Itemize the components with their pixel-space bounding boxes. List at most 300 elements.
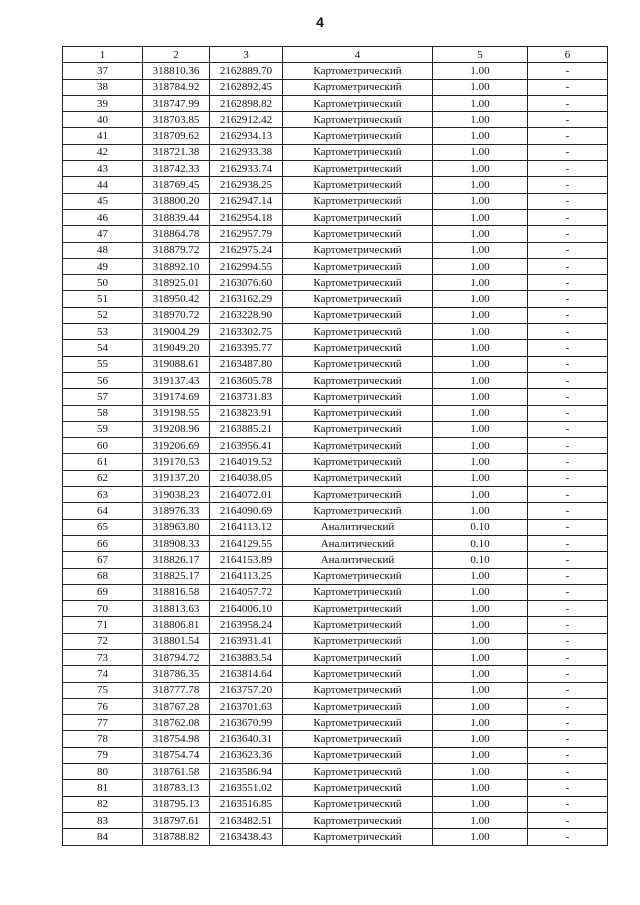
accuracy-cell: 1.00 xyxy=(433,649,528,665)
method-cell: Картометрический xyxy=(283,144,433,160)
x-coordinate-cell: 319004.29 xyxy=(143,324,210,340)
x-coordinate-cell: 318709.62 xyxy=(143,128,210,144)
method-cell: Картометрический xyxy=(283,731,433,747)
point-number-cell: 59 xyxy=(63,421,143,437)
point-number-cell: 44 xyxy=(63,177,143,193)
x-coordinate-cell: 318703.85 xyxy=(143,112,210,128)
table-row xyxy=(63,764,608,780)
note-cell: - xyxy=(528,470,608,486)
note-cell: - xyxy=(528,193,608,209)
method-cell: Картометрический xyxy=(283,438,433,454)
x-coordinate-cell: 318976.33 xyxy=(143,503,210,519)
note-cell: - xyxy=(528,389,608,405)
point-number-cell: 67 xyxy=(63,552,143,568)
x-coordinate-cell: 318754.74 xyxy=(143,747,210,763)
point-number-cell: 65 xyxy=(63,519,143,535)
accuracy-cell: 0.10 xyxy=(433,552,528,568)
accuracy-cell: 1.00 xyxy=(433,275,528,291)
y-coordinate-cell: 2163395.77 xyxy=(210,340,283,356)
point-number-cell: 61 xyxy=(63,454,143,470)
accuracy-cell: 1.00 xyxy=(433,63,528,79)
accuracy-cell: 1.00 xyxy=(433,112,528,128)
table-row xyxy=(63,356,608,372)
note-cell: - xyxy=(528,226,608,242)
accuracy-cell: 1.00 xyxy=(433,193,528,209)
x-coordinate-cell: 319049.20 xyxy=(143,340,210,356)
x-coordinate-cell: 318754.98 xyxy=(143,731,210,747)
x-coordinate-cell: 319137.20 xyxy=(143,470,210,486)
point-number-cell: 51 xyxy=(63,291,143,307)
note-cell: - xyxy=(528,601,608,617)
accuracy-cell: 1.00 xyxy=(433,128,528,144)
x-coordinate-cell: 318950.42 xyxy=(143,291,210,307)
note-cell: - xyxy=(528,291,608,307)
y-coordinate-cell: 2164113.12 xyxy=(210,519,283,535)
method-cell: Картометрический xyxy=(283,226,433,242)
y-coordinate-cell: 2163302.75 xyxy=(210,324,283,340)
note-cell: - xyxy=(528,584,608,600)
method-cell: Картометрический xyxy=(283,666,433,682)
point-number-cell: 46 xyxy=(63,209,143,225)
table-row xyxy=(63,487,608,503)
column-header-5: 5 xyxy=(433,47,528,63)
method-cell: Картометрический xyxy=(283,356,433,372)
note-cell: - xyxy=(528,568,608,584)
table-row xyxy=(63,552,608,568)
method-cell: Картометрический xyxy=(283,112,433,128)
y-coordinate-cell: 2164153.89 xyxy=(210,552,283,568)
method-cell: Картометрический xyxy=(283,389,433,405)
accuracy-cell: 1.00 xyxy=(433,470,528,486)
y-coordinate-cell: 2162892.45 xyxy=(210,79,283,95)
point-number-cell: 43 xyxy=(63,161,143,177)
accuracy-cell: 1.00 xyxy=(433,291,528,307)
method-cell: Картометрический xyxy=(283,715,433,731)
note-cell: - xyxy=(528,731,608,747)
point-number-cell: 47 xyxy=(63,226,143,242)
note-cell: - xyxy=(528,79,608,95)
table-row xyxy=(63,258,608,274)
accuracy-cell: 1.00 xyxy=(433,764,528,780)
note-cell: - xyxy=(528,405,608,421)
point-number-cell: 72 xyxy=(63,633,143,649)
note-cell: - xyxy=(528,454,608,470)
page-number: 4 xyxy=(316,14,324,30)
method-cell: Картометрический xyxy=(283,79,433,95)
x-coordinate-cell: 319174.69 xyxy=(143,389,210,405)
accuracy-cell: 1.00 xyxy=(433,258,528,274)
method-cell: Картометрический xyxy=(283,258,433,274)
table-row xyxy=(63,161,608,177)
y-coordinate-cell: 2163883.54 xyxy=(210,649,283,665)
note-cell: - xyxy=(528,747,608,763)
y-coordinate-cell: 2162898.82 xyxy=(210,95,283,111)
y-coordinate-cell: 2164038.05 xyxy=(210,470,283,486)
x-coordinate-cell: 318816.58 xyxy=(143,584,210,600)
method-cell: Картометрический xyxy=(283,340,433,356)
x-coordinate-cell: 319170.53 xyxy=(143,454,210,470)
note-cell: - xyxy=(528,356,608,372)
table-row xyxy=(63,389,608,405)
point-number-cell: 75 xyxy=(63,682,143,698)
x-coordinate-cell: 318810.36 xyxy=(143,63,210,79)
table-row xyxy=(63,617,608,633)
point-number-cell: 48 xyxy=(63,242,143,258)
point-number-cell: 83 xyxy=(63,812,143,828)
y-coordinate-cell: 2162957.79 xyxy=(210,226,283,242)
point-number-cell: 82 xyxy=(63,796,143,812)
y-coordinate-cell: 2162994.55 xyxy=(210,258,283,274)
note-cell: - xyxy=(528,63,608,79)
table-row xyxy=(63,454,608,470)
method-cell: Картометрический xyxy=(283,796,433,812)
method-cell: Картометрический xyxy=(283,405,433,421)
table-row xyxy=(63,95,608,111)
note-cell: - xyxy=(528,421,608,437)
accuracy-cell: 1.00 xyxy=(433,568,528,584)
accuracy-cell: 1.00 xyxy=(433,177,528,193)
method-cell: Картометрический xyxy=(283,128,433,144)
point-number-cell: 54 xyxy=(63,340,143,356)
column-header-3: 3 xyxy=(210,47,283,63)
x-coordinate-cell: 318797.61 xyxy=(143,812,210,828)
accuracy-cell: 1.00 xyxy=(433,682,528,698)
accuracy-cell: 1.00 xyxy=(433,633,528,649)
accuracy-cell: 1.00 xyxy=(433,666,528,682)
accuracy-cell: 1.00 xyxy=(433,161,528,177)
table-row xyxy=(63,601,608,617)
method-cell: Картометрический xyxy=(283,421,433,437)
accuracy-cell: 1.00 xyxy=(433,601,528,617)
point-number-cell: 57 xyxy=(63,389,143,405)
accuracy-cell: 1.00 xyxy=(433,454,528,470)
method-cell: Картометрический xyxy=(283,307,433,323)
point-number-cell: 68 xyxy=(63,568,143,584)
y-coordinate-cell: 2163814.64 xyxy=(210,666,283,682)
point-number-cell: 78 xyxy=(63,731,143,747)
point-number-cell: 39 xyxy=(63,95,143,111)
accuracy-cell: 1.00 xyxy=(433,584,528,600)
point-number-cell: 62 xyxy=(63,470,143,486)
x-coordinate-cell: 319088.61 xyxy=(143,356,210,372)
point-number-cell: 80 xyxy=(63,764,143,780)
note-cell: - xyxy=(528,438,608,454)
note-cell: - xyxy=(528,715,608,731)
note-cell: - xyxy=(528,682,608,698)
x-coordinate-cell: 318813.63 xyxy=(143,601,210,617)
accuracy-cell: 1.00 xyxy=(433,226,528,242)
table-row xyxy=(63,372,608,388)
table-row xyxy=(63,209,608,225)
x-coordinate-cell: 318826.17 xyxy=(143,552,210,568)
note-cell: - xyxy=(528,535,608,551)
method-cell: Картометрический xyxy=(283,649,433,665)
table-body xyxy=(63,63,608,845)
x-coordinate-cell: 318784.92 xyxy=(143,79,210,95)
y-coordinate-cell: 2163076.60 xyxy=(210,275,283,291)
table-row xyxy=(63,584,608,600)
accuracy-cell: 1.00 xyxy=(433,438,528,454)
note-cell: - xyxy=(528,161,608,177)
point-number-cell: 66 xyxy=(63,535,143,551)
method-cell: Картометрический xyxy=(283,682,433,698)
accuracy-cell: 1.00 xyxy=(433,209,528,225)
table-row xyxy=(63,128,608,144)
y-coordinate-cell: 2164057.72 xyxy=(210,584,283,600)
table-row xyxy=(63,503,608,519)
y-coordinate-cell: 2163487.80 xyxy=(210,356,283,372)
y-coordinate-cell: 2163623.36 xyxy=(210,747,283,763)
table-row xyxy=(63,421,608,437)
note-cell: - xyxy=(528,307,608,323)
point-number-cell: 76 xyxy=(63,698,143,714)
x-coordinate-cell: 318769.45 xyxy=(143,177,210,193)
table-row xyxy=(63,112,608,128)
point-number-cell: 79 xyxy=(63,747,143,763)
y-coordinate-cell: 2163228.90 xyxy=(210,307,283,323)
table-row xyxy=(63,226,608,242)
column-header-1: 1 xyxy=(63,47,143,63)
x-coordinate-cell: 318767.28 xyxy=(143,698,210,714)
note-cell: - xyxy=(528,633,608,649)
accuracy-cell: 1.00 xyxy=(433,780,528,796)
method-cell: Картометрический xyxy=(283,780,433,796)
table-row xyxy=(63,275,608,291)
note-cell: - xyxy=(528,812,608,828)
coordinates-table xyxy=(62,46,608,846)
accuracy-cell: 1.00 xyxy=(433,340,528,356)
note-cell: - xyxy=(528,324,608,340)
x-coordinate-cell: 318864.78 xyxy=(143,226,210,242)
y-coordinate-cell: 2162933.38 xyxy=(210,144,283,160)
method-cell: Картометрический xyxy=(283,209,433,225)
point-number-cell: 74 xyxy=(63,666,143,682)
point-number-cell: 81 xyxy=(63,780,143,796)
method-cell: Картометрический xyxy=(283,161,433,177)
x-coordinate-cell: 318825.17 xyxy=(143,568,210,584)
y-coordinate-cell: 2163438.43 xyxy=(210,829,283,845)
point-number-cell: 70 xyxy=(63,601,143,617)
column-header-2: 2 xyxy=(143,47,210,63)
y-coordinate-cell: 2163482.51 xyxy=(210,812,283,828)
method-cell: Картометрический xyxy=(283,242,433,258)
accuracy-cell: 1.00 xyxy=(433,405,528,421)
y-coordinate-cell: 2162912.42 xyxy=(210,112,283,128)
point-number-cell: 71 xyxy=(63,617,143,633)
note-cell: - xyxy=(528,519,608,535)
x-coordinate-cell: 318970.72 xyxy=(143,307,210,323)
point-number-cell: 84 xyxy=(63,829,143,845)
x-coordinate-cell: 318892.10 xyxy=(143,258,210,274)
point-number-cell: 63 xyxy=(63,487,143,503)
method-cell: Аналитический xyxy=(283,519,433,535)
method-cell: Картометрический xyxy=(283,470,433,486)
table-row xyxy=(63,307,608,323)
note-cell: - xyxy=(528,275,608,291)
y-coordinate-cell: 2163823.91 xyxy=(210,405,283,421)
x-coordinate-cell: 318839.44 xyxy=(143,209,210,225)
note-cell: - xyxy=(528,112,608,128)
method-cell: Картометрический xyxy=(283,584,433,600)
note-cell: - xyxy=(528,780,608,796)
table-row xyxy=(63,812,608,828)
accuracy-cell: 1.00 xyxy=(433,715,528,731)
note-cell: - xyxy=(528,503,608,519)
y-coordinate-cell: 2163885.21 xyxy=(210,421,283,437)
y-coordinate-cell: 2164006.10 xyxy=(210,601,283,617)
table-row xyxy=(63,568,608,584)
x-coordinate-cell: 318761.58 xyxy=(143,764,210,780)
point-number-cell: 73 xyxy=(63,649,143,665)
x-coordinate-cell: 319038.23 xyxy=(143,487,210,503)
x-coordinate-cell: 318801.54 xyxy=(143,633,210,649)
point-number-cell: 45 xyxy=(63,193,143,209)
point-number-cell: 40 xyxy=(63,112,143,128)
x-coordinate-cell: 319206.69 xyxy=(143,438,210,454)
x-coordinate-cell: 318794.72 xyxy=(143,649,210,665)
note-cell: - xyxy=(528,128,608,144)
y-coordinate-cell: 2162889.70 xyxy=(210,63,283,79)
x-coordinate-cell: 318908.33 xyxy=(143,535,210,551)
accuracy-cell: 0.10 xyxy=(433,519,528,535)
point-number-cell: 52 xyxy=(63,307,143,323)
x-coordinate-cell: 318742.33 xyxy=(143,161,210,177)
accuracy-cell: 0.10 xyxy=(433,535,528,551)
method-cell: Картометрический xyxy=(283,291,433,307)
y-coordinate-cell: 2163956.41 xyxy=(210,438,283,454)
method-cell: Картометрический xyxy=(283,698,433,714)
method-cell: Картометрический xyxy=(283,747,433,763)
y-coordinate-cell: 2163605.78 xyxy=(210,372,283,388)
accuracy-cell: 1.00 xyxy=(433,617,528,633)
accuracy-cell: 1.00 xyxy=(433,731,528,747)
table-row xyxy=(63,829,608,845)
method-cell: Картометрический xyxy=(283,633,433,649)
method-cell: Картометрический xyxy=(283,568,433,584)
table-row xyxy=(63,144,608,160)
table-row xyxy=(63,340,608,356)
point-number-cell: 60 xyxy=(63,438,143,454)
x-coordinate-cell: 318795.13 xyxy=(143,796,210,812)
table-row xyxy=(63,796,608,812)
x-coordinate-cell: 318806.81 xyxy=(143,617,210,633)
table-row xyxy=(63,291,608,307)
method-cell: Картометрический xyxy=(283,275,433,291)
point-number-cell: 58 xyxy=(63,405,143,421)
table-header xyxy=(63,47,608,63)
note-cell: - xyxy=(528,666,608,682)
y-coordinate-cell: 2164113.25 xyxy=(210,568,283,584)
table-row xyxy=(63,519,608,535)
note-cell: - xyxy=(528,698,608,714)
method-cell: Картометрический xyxy=(283,503,433,519)
accuracy-cell: 1.00 xyxy=(433,796,528,812)
header-row xyxy=(63,47,608,63)
table-row xyxy=(63,698,608,714)
point-number-cell: 64 xyxy=(63,503,143,519)
accuracy-cell: 1.00 xyxy=(433,389,528,405)
method-cell: Картометрический xyxy=(283,601,433,617)
y-coordinate-cell: 2162938.25 xyxy=(210,177,283,193)
point-number-cell: 38 xyxy=(63,79,143,95)
table-row xyxy=(63,747,608,763)
table-row xyxy=(63,405,608,421)
y-coordinate-cell: 2164090.69 xyxy=(210,503,283,519)
x-coordinate-cell: 318762.08 xyxy=(143,715,210,731)
table-row xyxy=(63,324,608,340)
x-coordinate-cell: 318963.80 xyxy=(143,519,210,535)
y-coordinate-cell: 2162954.18 xyxy=(210,209,283,225)
table-row xyxy=(63,731,608,747)
note-cell: - xyxy=(528,487,608,503)
y-coordinate-cell: 2162947.14 xyxy=(210,193,283,209)
method-cell: Картометрический xyxy=(283,764,433,780)
y-coordinate-cell: 2164072.01 xyxy=(210,487,283,503)
x-coordinate-cell: 318747.99 xyxy=(143,95,210,111)
table-row xyxy=(63,242,608,258)
table-row xyxy=(63,470,608,486)
table-row xyxy=(63,63,608,79)
accuracy-cell: 1.00 xyxy=(433,421,528,437)
note-cell: - xyxy=(528,209,608,225)
note-cell: - xyxy=(528,796,608,812)
point-number-cell: 49 xyxy=(63,258,143,274)
y-coordinate-cell: 2163586.94 xyxy=(210,764,283,780)
table-row xyxy=(63,79,608,95)
method-cell: Аналитический xyxy=(283,552,433,568)
y-coordinate-cell: 2163640.31 xyxy=(210,731,283,747)
point-number-cell: 55 xyxy=(63,356,143,372)
point-number-cell: 56 xyxy=(63,372,143,388)
y-coordinate-cell: 2162934.13 xyxy=(210,128,283,144)
x-coordinate-cell: 319137.43 xyxy=(143,372,210,388)
note-cell: - xyxy=(528,177,608,193)
method-cell: Картометрический xyxy=(283,372,433,388)
accuracy-cell: 1.00 xyxy=(433,812,528,828)
accuracy-cell: 1.00 xyxy=(433,242,528,258)
x-coordinate-cell: 319208.96 xyxy=(143,421,210,437)
method-cell: Аналитический xyxy=(283,535,433,551)
method-cell: Картометрический xyxy=(283,617,433,633)
y-coordinate-cell: 2162975.24 xyxy=(210,242,283,258)
point-number-cell: 53 xyxy=(63,324,143,340)
note-cell: - xyxy=(528,95,608,111)
x-coordinate-cell: 318925.01 xyxy=(143,275,210,291)
table-row xyxy=(63,535,608,551)
x-coordinate-cell: 318879.72 xyxy=(143,242,210,258)
method-cell: Картометрический xyxy=(283,812,433,828)
point-number-cell: 41 xyxy=(63,128,143,144)
note-cell: - xyxy=(528,258,608,274)
y-coordinate-cell: 2163701.63 xyxy=(210,698,283,714)
accuracy-cell: 1.00 xyxy=(433,79,528,95)
accuracy-cell: 1.00 xyxy=(433,698,528,714)
table-row xyxy=(63,633,608,649)
point-number-cell: 37 xyxy=(63,63,143,79)
accuracy-cell: 1.00 xyxy=(433,95,528,111)
table-row xyxy=(63,715,608,731)
x-coordinate-cell: 318721.38 xyxy=(143,144,210,160)
y-coordinate-cell: 2163551.02 xyxy=(210,780,283,796)
y-coordinate-cell: 2163516.85 xyxy=(210,796,283,812)
y-coordinate-cell: 2163162.29 xyxy=(210,291,283,307)
method-cell: Картометрический xyxy=(283,177,433,193)
accuracy-cell: 1.00 xyxy=(433,503,528,519)
x-coordinate-cell: 318783.13 xyxy=(143,780,210,796)
method-cell: Картометрический xyxy=(283,95,433,111)
y-coordinate-cell: 2164129.55 xyxy=(210,535,283,551)
table-row xyxy=(63,438,608,454)
